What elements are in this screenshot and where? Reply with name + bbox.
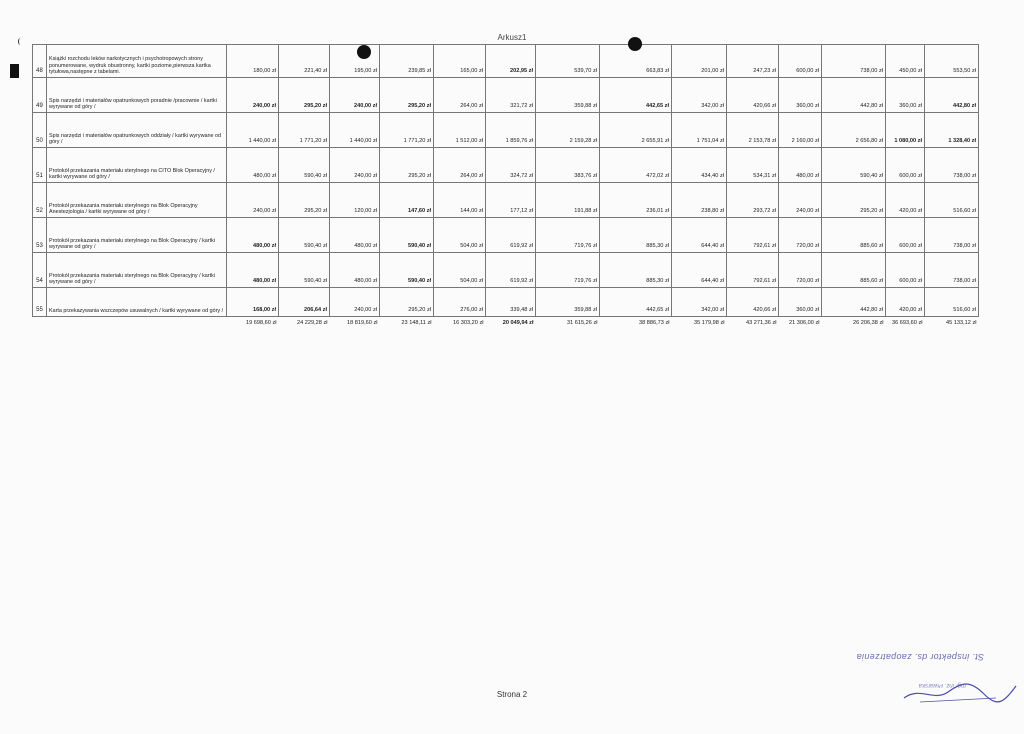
price-cell: 480,00 zł <box>779 148 822 183</box>
price-cell: 2 153,78 zł <box>727 113 779 148</box>
total-cell: 45 133,12 zł <box>946 320 977 326</box>
price-cell: 191,88 zł <box>536 183 600 218</box>
price-cell: 420,66 zł <box>727 288 779 317</box>
punch-hole <box>357 45 371 59</box>
table-row <box>33 78 979 113</box>
price-cell: 590,40 zł <box>279 218 330 253</box>
price-cell: 383,76 zł <box>536 148 600 183</box>
price-cell: 619,92 zł <box>486 253 536 288</box>
price-cell: 295,20 zł <box>380 148 434 183</box>
row-number: 50 <box>33 113 47 148</box>
price-cell: 738,00 zł <box>925 148 979 183</box>
price-cell: 738,00 zł <box>925 218 979 253</box>
price-cell: 720,00 zł <box>779 218 822 253</box>
handwritten-signature <box>900 672 1020 712</box>
price-cell: 240,00 zł <box>227 183 279 218</box>
price-cell: 276,00 zł <box>434 288 486 317</box>
row-number: 51 <box>33 148 47 183</box>
price-cell: 442,80 zł <box>822 288 886 317</box>
total-cell: 24 229,28 zł <box>297 320 328 326</box>
row-number: 52 <box>33 183 47 218</box>
price-cell: 240,00 zł <box>330 148 380 183</box>
price-cell: 1 859,76 zł <box>486 113 536 148</box>
price-cell: 450,00 zł <box>886 45 925 78</box>
price-cell: 1 751,04 zł <box>672 113 727 148</box>
price-cell: 247,23 zł <box>727 45 779 78</box>
price-cell: 2 655,91 zł <box>600 113 672 148</box>
price-cell: 539,70 zł <box>536 45 600 78</box>
item-description: Spis narzędzi i materiałów opatrunkowych poradnie /pracownie / kartki wyrywane od góry / <box>47 78 227 113</box>
scan-edge-mark <box>10 64 19 78</box>
price-cell: 1 771,20 zł <box>279 113 330 148</box>
item-description: Protokół przekazania materiału sterylnego na Blok Operacyjny / kartki wyrywane od góry / <box>47 253 227 288</box>
price-cell: 738,00 zł <box>822 45 886 78</box>
price-cell: 442,65 zł <box>600 78 672 113</box>
page-number: Strona 2 <box>496 690 528 699</box>
price-cell: 1 080,00 zł <box>886 113 925 148</box>
total-cell: 31 615,26 zł <box>567 320 598 326</box>
price-cell: 359,88 zł <box>536 288 600 317</box>
total-cell: 43 271,36 zł <box>746 320 777 326</box>
price-table <box>32 44 979 332</box>
price-cell: 663,83 zł <box>600 45 672 78</box>
price-cell: 885,30 zł <box>600 218 672 253</box>
price-cell: 295,20 zł <box>380 288 434 317</box>
empty-cell <box>47 317 227 333</box>
price-cell: 1 771,20 zł <box>380 113 434 148</box>
price-cell: 293,72 zł <box>727 183 779 218</box>
row-number: 55 <box>33 288 47 317</box>
price-cell: 885,30 zł <box>600 253 672 288</box>
empty-cell <box>33 317 47 333</box>
price-cell: 264,00 zł <box>434 148 486 183</box>
row-number: 54 <box>33 253 47 288</box>
price-cell: 221,40 zł <box>279 45 330 78</box>
price-cell: 480,00 zł <box>227 218 279 253</box>
total-cell: 35 179,98 zł <box>694 320 725 326</box>
item-description: Książki rozchodu leków narkotycznych i psychotropowych strony ponumerowane, wydruk obustronny, kartki poziome,pierwsza kartka tytułowa,następne z tabelami. <box>47 45 227 78</box>
price-cell: 2 656,80 zł <box>822 113 886 148</box>
price-cell: 600,00 zł <box>886 148 925 183</box>
price-cell: 792,61 zł <box>727 253 779 288</box>
total-cell: 38 886,73 zł <box>639 320 670 326</box>
table-row <box>33 148 979 183</box>
price-cell: 1 440,00 zł <box>227 113 279 148</box>
price-cell: 2 160,00 zł <box>779 113 822 148</box>
table-row <box>33 218 979 253</box>
price-cell: 516,60 zł <box>925 183 979 218</box>
price-cell: 360,00 zł <box>886 78 925 113</box>
price-cell: 420,00 zł <box>886 288 925 317</box>
price-cell: 236,01 zł <box>600 183 672 218</box>
item-description: Protokół przekazania materiału sterylnego na Blok Operacyjny / kartki wyrywane od góry / <box>47 218 227 253</box>
price-cell: 442,65 zł <box>600 288 672 317</box>
price-cell: 885,60 zł <box>822 218 886 253</box>
price-cell: 321,72 zł <box>486 78 536 113</box>
item-description: Protokół przekazania materiału sterylnego na CITO Blok Operacyjny / kartki wyrywane od góry / <box>47 148 227 183</box>
stamp-line-1: St. inspektor ds. zaopatrzenia <box>856 652 984 662</box>
price-cell: 168,00 zł <box>227 288 279 317</box>
price-cell: 120,00 zł <box>330 183 380 218</box>
price-cell: 240,00 zł <box>227 78 279 113</box>
price-cell: 480,00 zł <box>330 253 380 288</box>
price-cell: 590,40 zł <box>380 218 434 253</box>
price-cell: 480,00 zł <box>227 148 279 183</box>
price-cell: 239,85 zł <box>380 45 434 78</box>
row-number: 53 <box>33 218 47 253</box>
price-cell: 600,00 zł <box>886 253 925 288</box>
price-cell: 420,00 zł <box>886 183 925 218</box>
price-cell: 738,00 zł <box>925 253 979 288</box>
price-cell: 238,80 zł <box>672 183 727 218</box>
price-cell: 442,80 zł <box>822 78 886 113</box>
stamp-line-2: mgr inż. Piwarska <box>918 682 966 688</box>
punch-hole <box>628 37 642 51</box>
price-cell: 480,00 zł <box>227 253 279 288</box>
table-row <box>33 113 979 148</box>
price-cell: 295,20 zł <box>822 183 886 218</box>
table-row <box>33 253 979 288</box>
price-cell: 240,00 zł <box>330 288 380 317</box>
price-cell: 342,00 zł <box>672 78 727 113</box>
item-description: Spis narzędzi i materiałów opatrunkowych oddziały / kartki wyrywane od góry / <box>47 113 227 148</box>
total-cell: 16 303,20 zł <box>453 320 484 326</box>
price-cell: 147,60 zł <box>380 183 434 218</box>
price-cell: 1 440,00 zł <box>330 113 380 148</box>
price-cell: 590,40 zł <box>822 148 886 183</box>
price-cell: 442,80 zł <box>925 78 979 113</box>
table-row <box>33 288 979 317</box>
price-cell: 206,64 zł <box>279 288 330 317</box>
price-cell: 201,00 zł <box>672 45 727 78</box>
total-cell: 18 819,60 zł <box>347 320 378 326</box>
price-cell: 590,40 zł <box>279 148 330 183</box>
price-cell: 2 159,28 zł <box>536 113 600 148</box>
price-cell: 600,00 zł <box>886 218 925 253</box>
price-cell: 324,72 zł <box>486 148 536 183</box>
price-cell: 180,00 zł <box>227 45 279 78</box>
totals-row <box>33 317 979 333</box>
price-cell: 719,76 zł <box>536 218 600 253</box>
price-cell: 504,00 zł <box>434 253 486 288</box>
price-cell: 295,20 zł <box>279 183 330 218</box>
price-cell: 177,12 zł <box>486 183 536 218</box>
price-cell: 885,60 zł <box>822 253 886 288</box>
price-cell: 240,00 zł <box>330 78 380 113</box>
price-cell: 144,00 zł <box>434 183 486 218</box>
price-cell: 420,66 zł <box>727 78 779 113</box>
price-cell: 720,00 zł <box>779 253 822 288</box>
price-cell: 644,40 zł <box>672 218 727 253</box>
price-cell: 553,50 zł <box>925 45 979 78</box>
price-cell: 295,20 zł <box>279 78 330 113</box>
row-number: 49 <box>33 78 47 113</box>
price-cell: 619,92 zł <box>486 218 536 253</box>
price-cell: 165,00 zł <box>434 45 486 78</box>
price-cell: 434,40 zł <box>672 148 727 183</box>
price-cell: 1 512,00 zł <box>434 113 486 148</box>
price-cell: 240,00 zł <box>779 183 822 218</box>
total-cell: 26 206,38 zł <box>853 320 884 326</box>
total-cell: 21 306,00 zł <box>789 320 820 326</box>
price-cell: 644,40 zł <box>672 253 727 288</box>
table-row <box>33 183 979 218</box>
total-cell: 20 049,94 zł <box>502 320 534 326</box>
total-cell: 36 693,60 zł <box>892 320 923 326</box>
sheet-title: Arkusz1 <box>497 33 527 42</box>
scan-tick-mark <box>18 38 23 45</box>
price-cell: 360,00 zł <box>779 78 822 113</box>
item-description: Protokół przekazania materiału sterylnego na Blok Operacyjny Anestezjologia / kartki wyrywane od góry / <box>47 183 227 218</box>
price-cell: 342,00 zł <box>672 288 727 317</box>
total-cell: 19 698,60 zł <box>246 320 277 326</box>
price-cell: 516,60 zł <box>925 288 979 317</box>
price-cell: 504,00 zł <box>434 218 486 253</box>
price-cell: 295,20 zł <box>380 78 434 113</box>
price-cell: 719,76 zł <box>536 253 600 288</box>
price-cell: 195,00 zł <box>330 45 380 78</box>
price-cell: 792,61 zł <box>727 218 779 253</box>
total-cell: 23 148,11 zł <box>401 320 432 326</box>
price-cell: 360,00 zł <box>779 288 822 317</box>
table-row <box>33 45 979 78</box>
price-cell: 590,40 zł <box>380 253 434 288</box>
row-number: 48 <box>33 45 47 78</box>
price-cell: 202,95 zł <box>486 45 536 78</box>
price-cell: 534,31 zł <box>727 148 779 183</box>
price-cell: 339,48 zł <box>486 288 536 317</box>
item-description: Karta przekazywania wszczepów usuwalnych / kartki wyrywane od góry / <box>47 288 227 317</box>
price-cell: 600,00 zł <box>779 45 822 78</box>
price-cell: 264,00 zł <box>434 78 486 113</box>
price-cell: 480,00 zł <box>330 218 380 253</box>
price-cell: 359,88 zł <box>536 78 600 113</box>
price-cell: 1 328,40 zł <box>925 113 979 148</box>
price-cell: 590,40 zł <box>279 253 330 288</box>
price-cell: 472,02 zł <box>600 148 672 183</box>
